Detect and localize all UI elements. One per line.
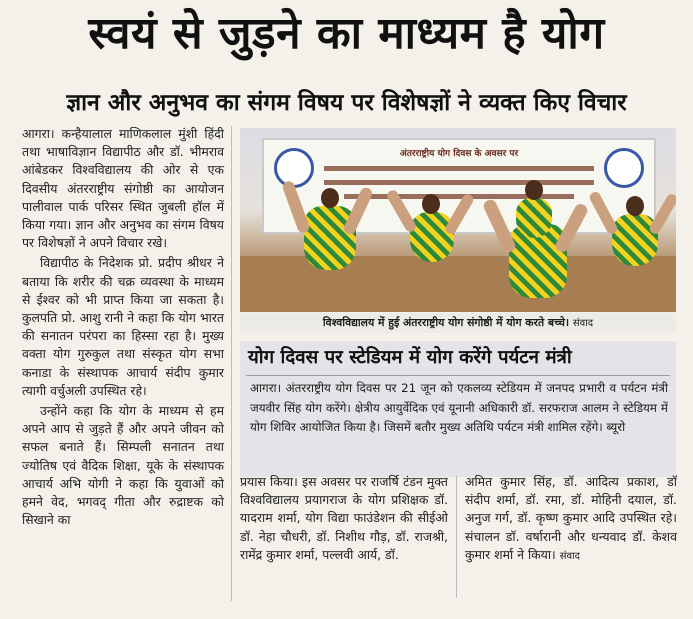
article-paragraph: प्रयास किया। इस अवसर पर राजर्षि टंडन मुक्त विश्वविद्यालय प्रयागराज के योग प्रशिक्षक डॉ. यादराम शर्मा, योग विद्या फाउंडेशन की सीईओ डॉ. नेहा चौधरी, डॉ. निशीथ गौड़, डॉ. राजश्री, रामेंद्र कुमार शर्मा, पल्लवी आर्य, डॉ.	[240, 474, 448, 562]
headline: स्वयं से जुड़ने का माध्यम है योग	[88, 8, 605, 59]
sidebar-story	[240, 341, 676, 477]
article-paragraph: विद्यापीठ के निदेशक प्रो. प्रदीप श्रीधर ने बताया कि शरीर की चक्र व्यवस्था के माध्यम से ईश्वर को भी प्राप्त किया जा सकता है। कुलपति प्रो. आशु रानी ने कहा कि योग भारत की सनातन परंपरा का हिस्सा रहा है। मुख्य वक्ता योग गुरुकुल तथा संस्कृत योग सभा कनाडा के संस्थापक आचार्य संदीप कुमार त्यागी वर्चुअली उपस्थित रहे।	[22, 255, 224, 398]
column-divider	[456, 476, 457, 598]
yoga-logo-icon	[604, 148, 644, 188]
column-divider	[231, 126, 232, 601]
article-column-1	[22, 125, 224, 531]
sidebar-story-tag: ब्यूरो	[606, 420, 626, 434]
caption-text: विश्वविद्यालय में हुई अंतरराष्ट्रीय योग संगोष्ठी में योग करते बच्चे।	[322, 316, 570, 329]
article-tag: संवाद	[559, 550, 580, 562]
stage-floor	[240, 256, 676, 312]
sidebar-story-divider	[246, 375, 670, 376]
sidebar-story-title: योग दिवस पर स्टेडियम में योग करेंगे पर्यटन मंत्री	[248, 347, 572, 368]
sidebar-story-text	[250, 379, 668, 438]
caption-tag: संवाद	[572, 318, 594, 329]
photo-caption	[240, 313, 676, 333]
university-logo-icon	[274, 148, 314, 188]
article-paragraph: उन्होंने कहा कि योग के माध्यम से हम अपने आप से जुड़ते हैं और अपने जीवन को सफल बनाते हैं। सिम्पली सनातन तथा ज्योतिष एवं वैदिक शिक्षा, यूके के संस्थापक आचार्य अभि योगी ने कहा कि युवाओं को हमने वेद, भगवद् गीता और रुद्राष्टक को सिखाने का	[22, 403, 224, 528]
article-column-3	[465, 473, 677, 568]
article-column-2	[240, 473, 448, 566]
banner-text: अंतरराष्ट्रीय योग दिवस के अवसर पर	[399, 149, 519, 159]
subheadline: ज्ञान और अनुभव का संगम विषय पर विशेषज्ञों ने व्यक्त किए विचार	[66, 90, 627, 116]
news-photo	[240, 128, 676, 312]
article-paragraph: आगरा। कन्हैयालाल माणिकलाल मुंशी हिंदी तथा भाषाविज्ञान विद्यापीठ और डॉ. भीमराव आंबेडकर विश्वविद्यालय की ओर से एक दिवसीय अंतरराष्ट्रीय संगोष्ठी का आयोजन पालीवाल पार्क परिसर स्थित जुबली हॉल में किया गया। ज्ञान और अनुभव का संगम विषय पर विशेषज्ञों ने अपने विचार रखे।	[22, 126, 224, 251]
sidebar-story-body: आगरा। अंतरराष्ट्रीय योग दिवस पर 21 जून को एकलव्य स्टेडियम में जनपद प्रभारी व पर्यटन मंत्री जयवीर सिंह योग करेंगे। क्षेत्रीय आयुर्वेदिक एवं यूनानी अधिकारी डॉ. सरफराज आलम ने स्टेडियम में योग शिविर आयोजित किया है। जिसमें बतौर मुख्य अतिथि पर्यटन मंत्री शामिल रहेंगे।	[250, 381, 668, 434]
article-paragraph	[465, 473, 677, 566]
article-text: अमित कुमार सिंह, डॉ. आदित्य प्रकाश, डॉ संदीप शर्मा, डॉ. रमा, डॉ. मोहिनी दयाल, डॉ. अनुज गर्ग, डॉ. कृष्ण कुमार आदि उपस्थित रहे। संचालन डॉ. वर्षारानी और धन्यवाद डॉ. केशव कुमार शर्मा ने किया।	[465, 474, 677, 562]
